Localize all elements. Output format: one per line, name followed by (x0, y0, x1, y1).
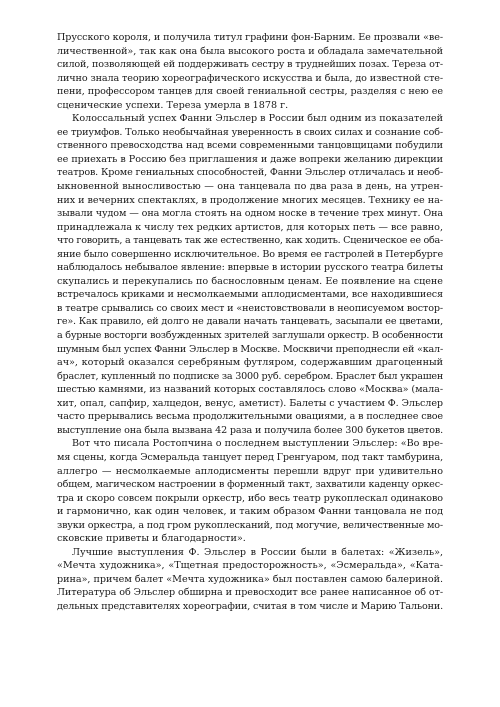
text-line: сценические успехи. Тереза умерла в 1878 г. (57, 99, 289, 111)
text-line: ее триумфов. Только необычайная уверенность в своих силах и сознание соб- (57, 126, 443, 138)
text-line: тра и скоро совсем покрыли оркестр, ибо весь театр рукоплескал одинаково (57, 492, 443, 504)
text-line: скупались и перекупались по баснословным ценам. Ее появление на сцене (57, 275, 443, 287)
text-line: сковские приветы и благодарности». (57, 533, 246, 545)
text-line: шестью камнями, из названий которых составлялось слово «Москва» (мала- (57, 384, 443, 396)
text-line: и гармонично, как один человек, и таким образом Фанни танцовала не под (57, 506, 443, 518)
text-line: «Мечта художника», «Тщетная предосторожность», «Эсмеральда», «Ката- (57, 560, 443, 572)
text-line: звуки оркестра, а под гром рукоплесканий, под могучие, величественные мо- (57, 519, 443, 531)
text-line: выступление она была вызвана 42 раза и получила более 300 букетов цветов. (57, 424, 443, 436)
text-line: в театре срывались со своих мест и «неистовствовали в неописуемом востор- (57, 302, 443, 314)
paragraph (57, 112, 443, 437)
text-line: лично знала теорию хореографического искусства и была, до известной сте- (57, 72, 443, 84)
text-line: дельных представителях хореографии, считая в том числе и Марию Тальони. (57, 600, 443, 612)
text-line: а бурные восторги возбужденных зрителей заглушали оркестр. В особенности (57, 330, 443, 342)
text-line: мя сцены, когда Эсмеральда танцует перед Гренгуаром, под такт тамбурина, (57, 451, 444, 463)
text-line: зывали чудом — она могла стоять на одном носке в течение трех минут. Она (57, 208, 443, 220)
text-line: общем, магическом настроении в форменный такт, захватили каденцу оркес- (57, 479, 443, 491)
text-line: ыкновенной выносливостью — она танцевала по два раза в день, на утрен- (57, 181, 443, 193)
text-line: что говорить, а танцевать так же естественно, как ходить. Сценическое ее оба- (57, 235, 443, 247)
text-line: ач», который оказался серебряным футляром, содержавшим драгоценный (57, 357, 443, 369)
text-line: личественной», так как она была высокого роста и обладала замечательной (57, 45, 443, 57)
text-line: встречалось криками и несмолкаемыми аплодисментами, все находившиеся (57, 289, 443, 301)
text-line: ственного превосходства над всеми современными танцовщицами побудили (57, 140, 443, 152)
text-line: Колоссальный успех Фанни Эльслер в России был одним из показателей (72, 113, 443, 125)
text-line: шумным был успех Фанни Эльслер в Москве. Москвичи преподнесли ей «кал- (57, 343, 443, 355)
paragraph (57, 31, 443, 112)
text-line: принадлежала к числу тех редких артистов, для которых петь — все равно, (57, 221, 443, 233)
text-line: силой, позволяющей ей поддерживать сестру в труднейших позах. Тереза от- (57, 59, 443, 71)
text-line: браслет, купленный по подписке за 3000 руб. серебром. Браслет был украшен (57, 370, 443, 382)
text-line: Вот что писала Ростопчина о последнем выступлении Эльслер: «Во вре- (72, 438, 443, 450)
document-page (57, 31, 443, 614)
paragraph (57, 437, 443, 545)
text-line: часто прерывались весьма продолжительными овациями, а в последнее свое (57, 411, 443, 423)
text-line: Литература об Эльслер обширна и превосходит все ранее написанное об от- (57, 587, 443, 599)
text-line: Лучшие выступления Ф. Эльслер в России были в балетах: «Жизель», (72, 546, 443, 558)
text-line: театров. Кроме гениальных способностей, Фанни Эльслер отличалась и необ- (57, 167, 443, 179)
text-line: них и вечерних спектаклях, в продолжение многих месяцев. Технику ее на- (57, 194, 443, 206)
text-line: аллегро — несмолкаемые аплодисменты перешли вдруг при удивительно (57, 465, 443, 477)
text-line: наблюдалось небывалое явление: впервые в истории русского театра билеты (57, 262, 443, 274)
text-line: яние было совершенно исключительное. Во время ее гастролей в Петербурге (57, 248, 444, 260)
text-line: рина», причем балет «Мечта художника» был поставлен самою балериной. (57, 573, 443, 585)
text-line: ге». Как правило, ей долго не давали начать танцевать, засыпали ее цветами, (57, 316, 443, 328)
text-line: ее приехать в Россию без приглашения и даже вопреки желанию дирекции (57, 153, 443, 165)
text-line: пени, профессором танцев для своей гениальной сестры, разделяя с нею ее (57, 86, 443, 98)
text-line: Прусского короля, и получила титул графини фон-Барним. Ее прозвали «ве- (57, 32, 443, 43)
text-line: хит, опал, сапфир, халцедон, венус, аметист). Балеты с участием Ф. Эльслер (57, 397, 443, 409)
paragraph (57, 546, 443, 614)
